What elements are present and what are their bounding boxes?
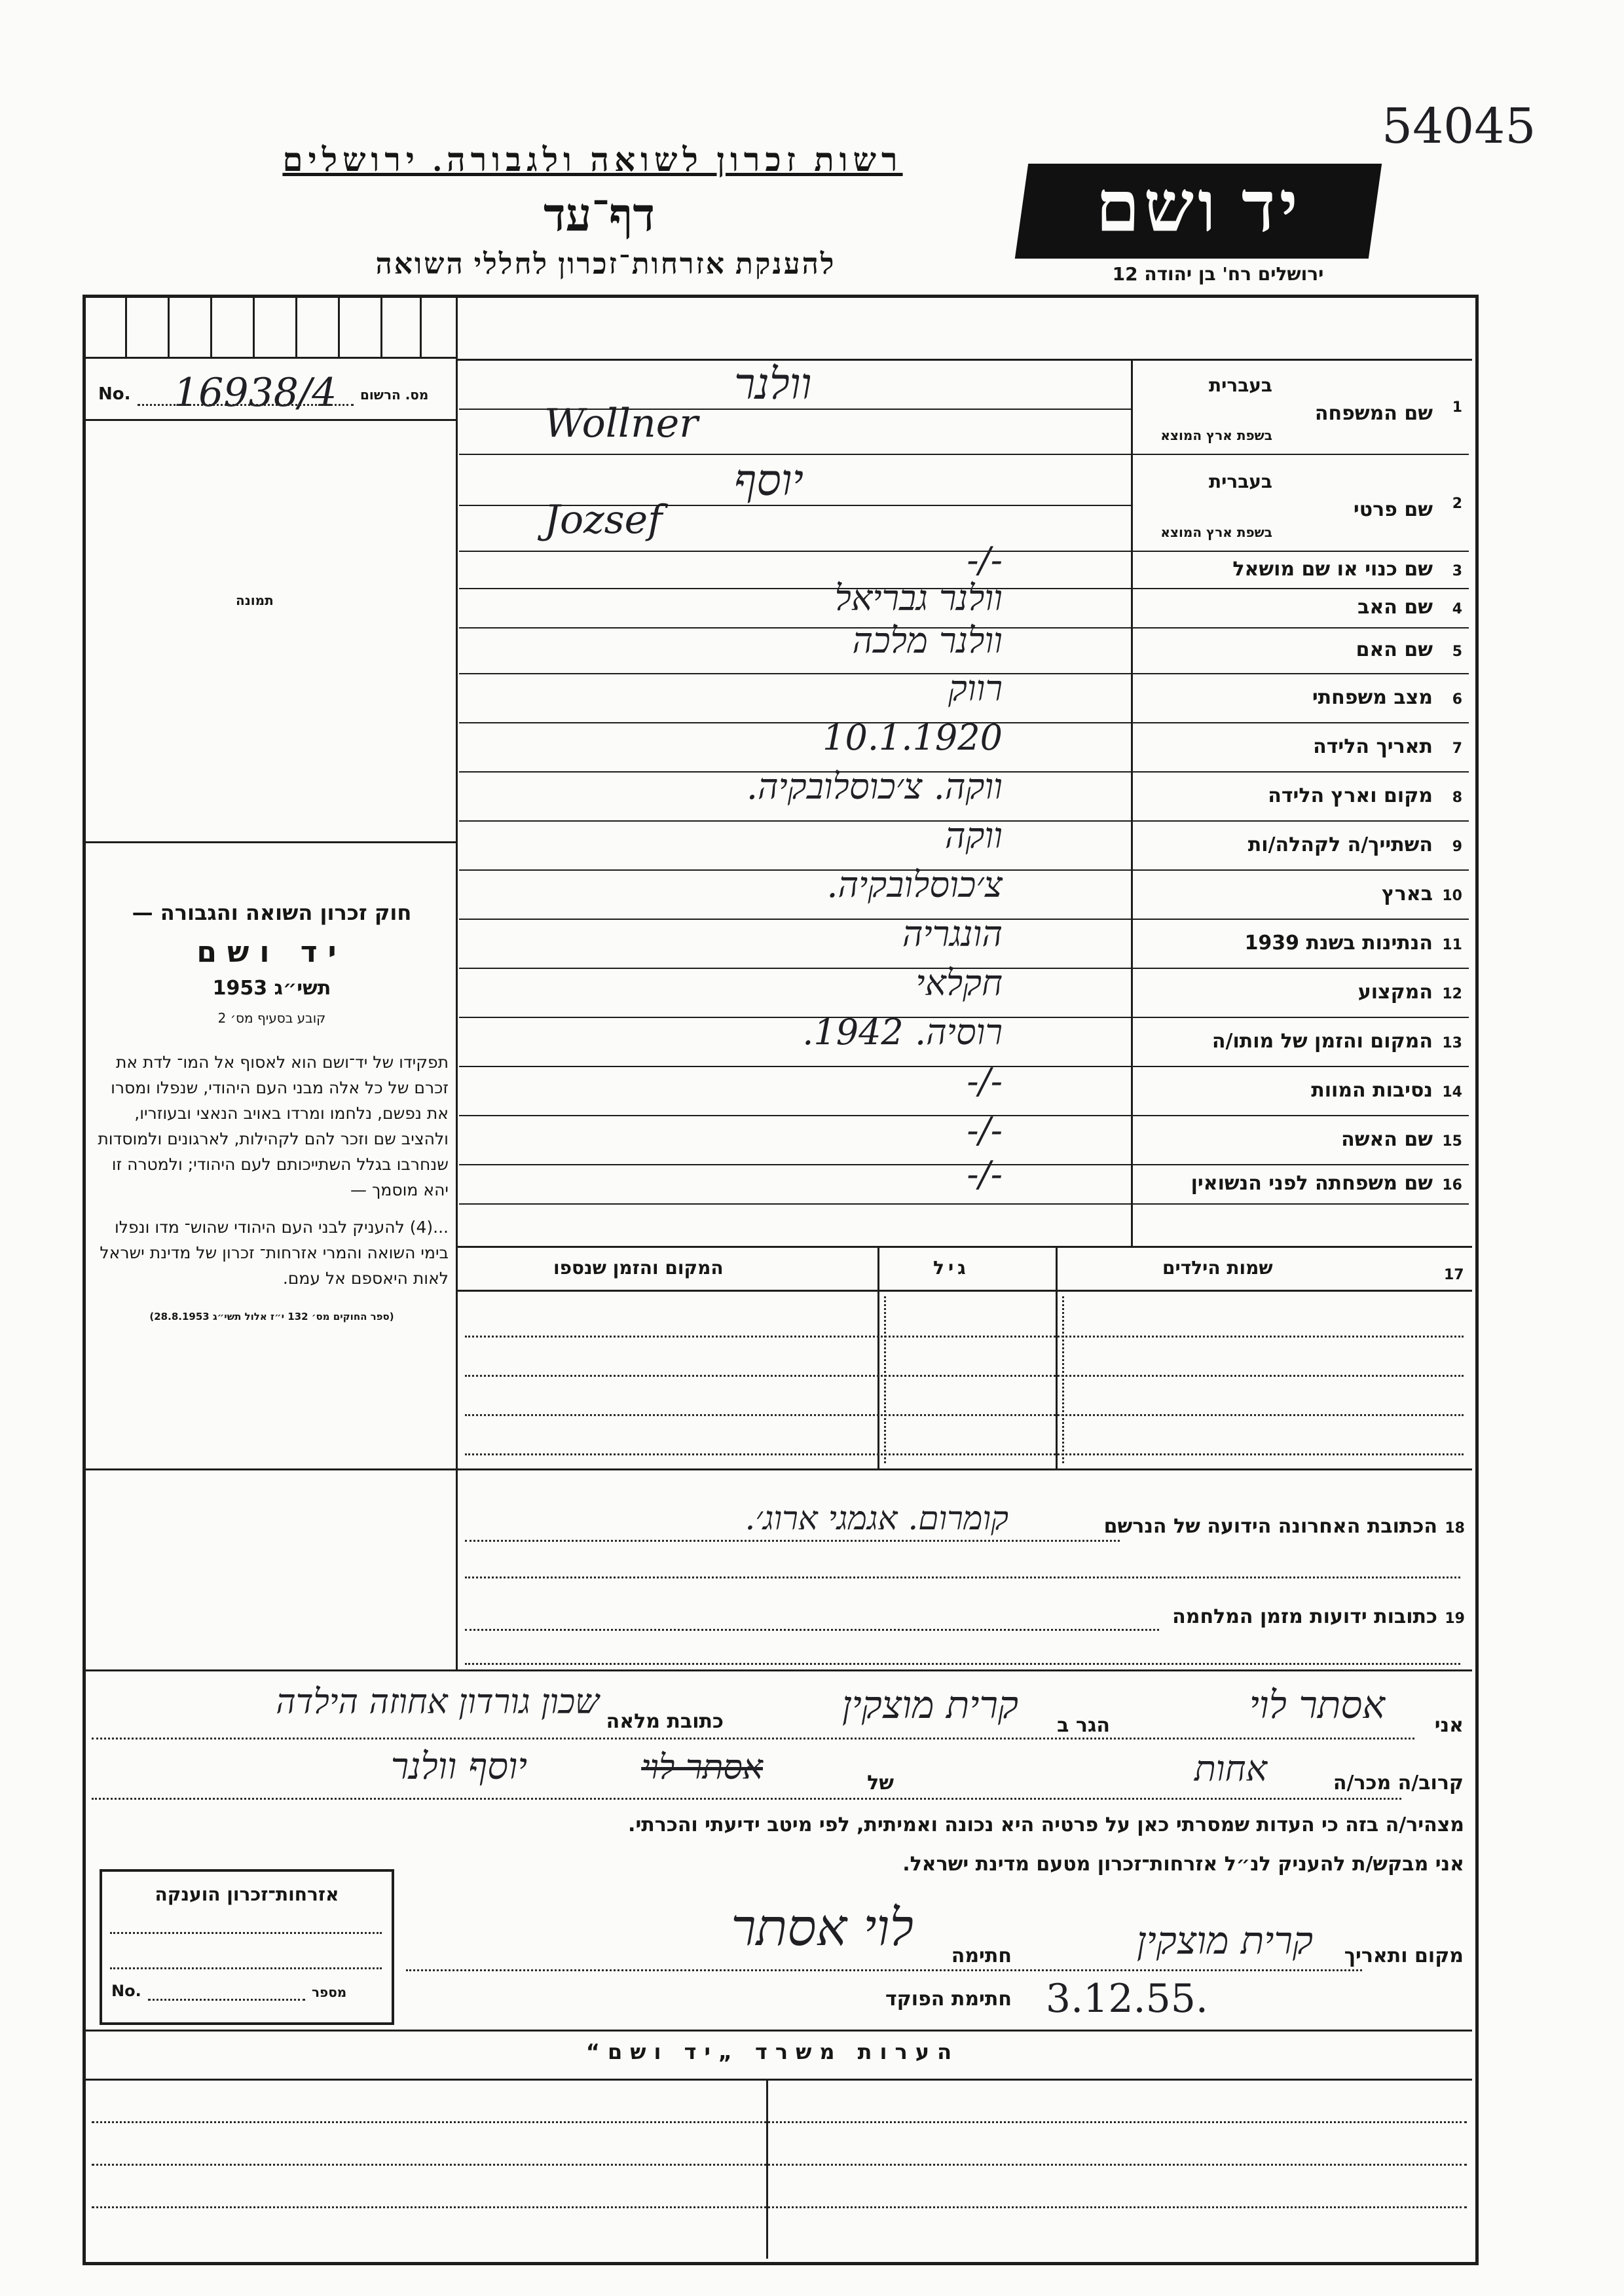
field-value: רווק (948, 667, 1003, 709)
yad-vashem-logo (1015, 164, 1382, 259)
field-num: 1 (1452, 399, 1462, 416)
law-clause: קובע בסעיף מס׳ 2 (217, 1010, 326, 1026)
field-label: שם משפחתה לפני הנשואין (1190, 1172, 1433, 1195)
field-num: 11 (1442, 936, 1462, 953)
declaration-line-1 (92, 1683, 1464, 1741)
address-last-num: 18 (1445, 1520, 1465, 1537)
decl-of-value-struck: אסתר לוי (641, 1748, 763, 1787)
field-num: 14 (1442, 1084, 1462, 1101)
authority-line: רשות זכרון לשואה ולגבורה. ירושלים (282, 141, 903, 178)
field-row-1 (459, 359, 1469, 455)
decl-address-label: כתובת מלאה (606, 1710, 724, 1733)
decl-relative-value: אחות (1194, 1748, 1267, 1789)
decl-live-value: קרית מוצקין (841, 1683, 1018, 1727)
field-value: 10.1.1920 (822, 716, 1003, 758)
field-value-origin: Wollner (544, 400, 698, 446)
decl-i-label: אני (1434, 1714, 1464, 1737)
field-num: 10 (1442, 887, 1462, 904)
address-war-row (458, 1591, 1470, 1669)
field-value: -/- (967, 1154, 1003, 1195)
field-label: הנתינות בשנת 1939 (1244, 931, 1433, 955)
field-label: שם המשפחה (1314, 401, 1433, 425)
decl-live-label: הגר ב (1057, 1714, 1110, 1737)
address-last-label: הכתובת האחרונה הידועה של הנרשם (1103, 1515, 1437, 1538)
citizenship-num-label: מספר (312, 1984, 347, 2000)
children-col-names: שמות הילדים (1162, 1257, 1273, 1279)
address-last-row (458, 1499, 1470, 1578)
decl-of-label: של (867, 1772, 894, 1795)
field-num: 15 (1442, 1133, 1462, 1150)
declaration-line-2 (92, 1745, 1464, 1800)
field-num: 12 (1442, 985, 1462, 1002)
decl-address-value: שכון גורדון אחוזה הילדה (276, 1683, 599, 1722)
field-hebrew-label: בעברית (1208, 471, 1272, 492)
decl-official-label: חתימת הפוקד (885, 1988, 1012, 2011)
decl-signature-value: לוי אסתר (731, 1899, 913, 1958)
field-label: שם האם (1356, 638, 1433, 661)
office-notes-title: הערות משרד „יד ושם“ (585, 2039, 960, 2064)
reg-no-label: No. (98, 384, 131, 404)
field-value: ווקה. צ׳כוסלובקיה. (746, 765, 1003, 807)
field-value: חקלאי (915, 962, 1003, 1004)
field-value-origin: Jozsef (544, 497, 663, 543)
decl-place-value: קרית מוצקין (1136, 1918, 1313, 1963)
field-label: השתייך/ה לקהלה/ות (1247, 833, 1433, 856)
citizenship-box (100, 1869, 394, 2025)
field-label: שם פרטי (1353, 498, 1433, 521)
field-row-2 (459, 455, 1469, 552)
field-num: 2 (1452, 496, 1462, 512)
decl-relative-label: קרוב/ה מכר/ה (1333, 1772, 1464, 1795)
top-box-strip (86, 298, 456, 357)
field-origin-label: בשפת ארץ המוצא (1160, 524, 1272, 540)
field-num: 3 (1452, 562, 1462, 579)
field-num: 16 (1442, 1177, 1462, 1194)
field-label: המקצוע (1357, 980, 1433, 1004)
citizenship-title: אזרחות־זכרון הוענקה (155, 1884, 339, 1905)
field-num: 8 (1452, 789, 1462, 806)
address-last-value: קומרום. אגמגי ארוג׳. (745, 1499, 1008, 1537)
decl-date-value: 3.12.55. (1045, 1976, 1208, 2022)
decl-i-value: אסתר לוי (1249, 1683, 1385, 1727)
registration-row (98, 370, 452, 416)
field-value: -/- (967, 539, 1003, 581)
field-label: נסיבות המוות (1311, 1078, 1433, 1102)
logo-text: יד ושם (1096, 169, 1302, 247)
field-label: שם האשה (1341, 1127, 1433, 1151)
field-value: וולנר מלכה (852, 620, 1003, 661)
field-row-16 (459, 1154, 1469, 1205)
field-value: הונגריה (902, 913, 1003, 955)
decl-statement-2: אני מבקש/ת להעניק לנ״ל אזרחות־זכרון מטעם מדינת ישראל. (902, 1853, 1464, 1876)
field-num: 5 (1452, 644, 1462, 660)
form-title: דף־עד (543, 191, 655, 241)
decl-of-value: יוסף וולנר (390, 1745, 527, 1788)
archive-number: 54045 (1382, 98, 1536, 155)
header-address: ירושלים רח' בן יהודה 12 (1112, 263, 1324, 285)
field-value: רוסיה. 1942. (802, 1011, 1003, 1053)
field-origin-label: בשפת ארץ המוצא (1160, 428, 1272, 443)
field-num: 13 (1442, 1034, 1462, 1051)
field-value: -/- (967, 1060, 1003, 1102)
field-value: צ׳כוסלובקיה. (826, 864, 1003, 905)
field-label: בארץ (1381, 882, 1433, 905)
field-label: שם כנוי או שם מושאל (1232, 557, 1433, 581)
law-paragraph-2: ...(4) להעניק לבני העם היהודי שהוש־ מדו ונפלו בימי השואה והמרי אזרחות־ זכרון של מדינת ישראל לאות היאספם אל עמם. (100, 1218, 449, 1288)
decl-statement-1: מצהיר/ה בזה כי העדות שמסרתי כאן על פרטיה היא נכונה ואמיתית, לפי מיטב ידיעתי והכרתי. (628, 1813, 1464, 1836)
field-label: מצב משפחתי (1312, 685, 1433, 709)
field-label: מקום וארץ הלידה (1268, 784, 1433, 807)
address-war-num: 19 (1445, 1611, 1465, 1627)
field-value: -/- (967, 1109, 1003, 1151)
law-year: תשי״ג 1953 (212, 977, 331, 1000)
law-box (95, 900, 449, 1322)
field-label: תאריך הלידה (1313, 735, 1433, 758)
field-num: 4 (1452, 601, 1462, 617)
decl-place-date-label: מקום ותאריך (1344, 1944, 1464, 1967)
declaration-sign-row (393, 1899, 1464, 2022)
reg-label: מס. הרשום (360, 387, 429, 403)
field-num: 9 (1452, 838, 1462, 855)
field-num: 6 (1452, 691, 1462, 708)
law-paragraph-1: תפקידו של יד־ושם הוא לאסוף אל המו־ לדת את זכרם של כל אלה מבני העם היהודי, שנפלו ומסרו את נפשם, נלחמו ומרדו באויב הנאצי ובעוזריו, ולהציב שם וזכר להם לקהילות, לארגונים ולמוסדות שנחרבו בגלל השתייכותם לעם היהודי; ולמטרה זו יהא מוסמך — (98, 1053, 449, 1199)
reg-number-value: 16938/4 (174, 370, 337, 416)
children-num: 17 (1444, 1267, 1464, 1283)
law-heading: חוק זכרון השואה והגבורה — (132, 900, 412, 925)
field-value-hebrew: יוסף (734, 455, 803, 505)
field-hebrew-label: בעברית (1208, 374, 1272, 396)
decl-signature-label: חתימה (951, 1944, 1012, 1967)
photo-label: תמונה (236, 592, 274, 608)
field-num: 7 (1452, 740, 1462, 757)
field-value: ווקה (944, 814, 1003, 856)
law-name: יד ושם (196, 936, 347, 969)
field-label: המקום והזמן של מותו/ה (1211, 1029, 1433, 1053)
law-source: (ספר החוקים מס׳ 132 י״ז אלול תשי״ג 28.8.1953) (149, 1311, 394, 1322)
form-subtitle: להענקת אזרחות־זכרון לחללי השואה (375, 248, 836, 280)
address-war-label: כתובות ידועות מזמן המלחמה (1172, 1605, 1437, 1628)
field-label: שם האב (1357, 596, 1433, 619)
children-col-place: המקום והזמן שנספו (553, 1257, 724, 1279)
children-col-age: גיל (933, 1257, 970, 1279)
field-value: וולנר גבריאל (834, 577, 1003, 619)
field-value-hebrew: וולנר (734, 359, 812, 409)
citizenship-no-label: No. (111, 1982, 141, 2000)
